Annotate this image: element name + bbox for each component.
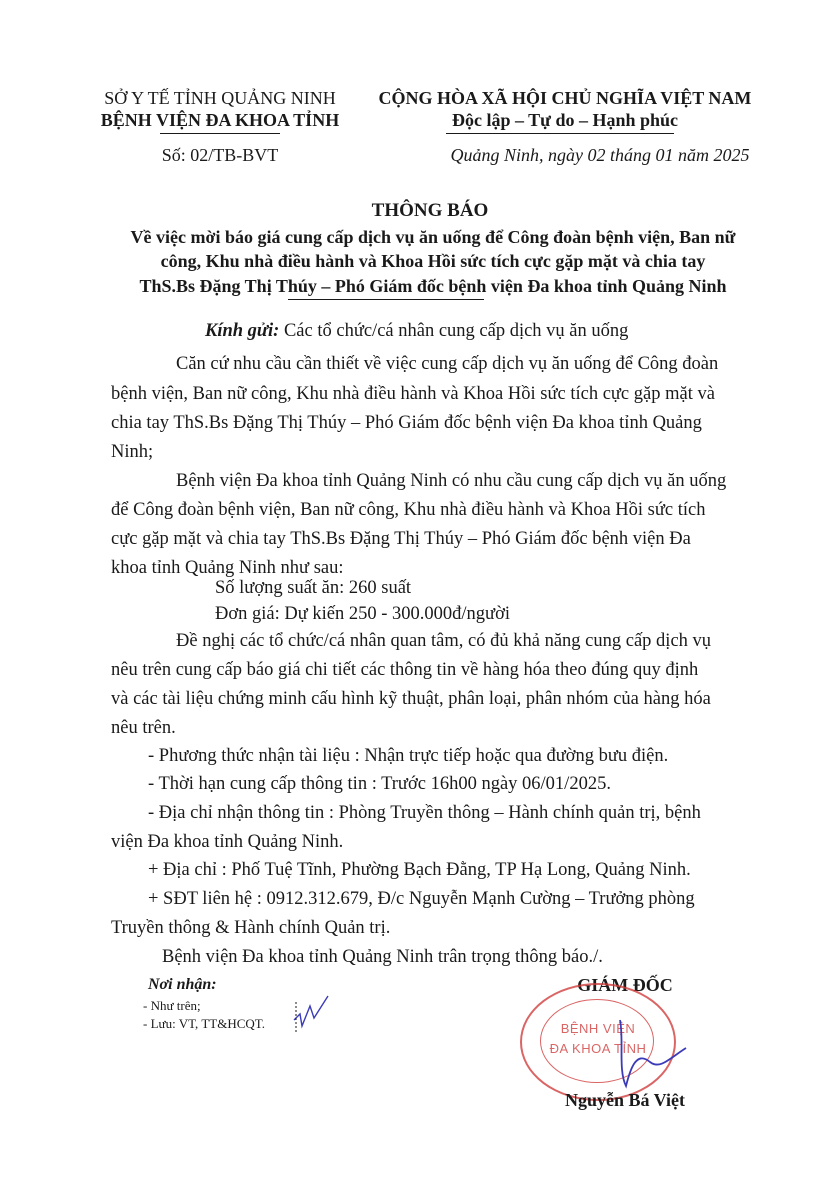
body-line: nêu trên cung cấp báo giá chi tiết các thông tin về hàng hóa theo đúng quy định (111, 660, 699, 680)
body-line: Bệnh viện Đa khoa tỉnh Quảng Ninh có nhu cầu cung cấp dịch vụ ăn uống (176, 471, 727, 491)
body-line: bệnh viện, Ban nữ công, Khu nhà điều hành và Khoa Hồi sức tích cực gặp mặt và (111, 384, 715, 404)
motto-underline (446, 133, 674, 134)
subject-line-1: Về việc mời báo giá cung cấp dịch vụ ăn uống để Công đoàn bệnh viện, Ban nữ (130, 227, 736, 247)
seal-text-line-1: BỆNH VIỆN (560, 1021, 636, 1036)
recipient-item: - Lưu: VT, TT&HCQT. (143, 1016, 265, 1031)
greeting-label: Kính gửi: (205, 321, 280, 341)
subject-line-3 (0, 276, 837, 297)
body-line: nêu trên. (111, 718, 176, 738)
handwritten-signature-icon (590, 1000, 710, 1100)
greeting (205, 321, 628, 342)
hospital-underline (160, 133, 280, 134)
street-address: + Địa chỉ : Phố Tuệ Tĩnh, Phường Bạch Đằng, TP Hạ Long, Quảng Ninh. (148, 860, 691, 880)
body-line: chia tay ThS.Bs Đặng Thị Thúy – Phó Giám đốc bệnh viện Đa khoa tỉnh Quảng (111, 413, 702, 433)
subject-line-3-part-b: Phó Giám đốc bệnh viện (334, 276, 523, 296)
contact-phone: + SĐT liên hệ : 0912.312.679, Đ/c Nguyễn Mạnh Cường – Trưởng phòng (148, 889, 695, 909)
body-line: viện Đa khoa tỉnh Quảng Ninh. (111, 832, 344, 852)
greeting-text: Các tổ chức/cá nhân cung cấp dịch vụ ăn uống (279, 321, 629, 341)
place-date: Quảng Ninh, ngày 02 tháng 01 năm 2025 (450, 145, 750, 165)
recipients-label: Nơi nhận: (148, 976, 217, 993)
subject-line-2: công, Khu nhà điều hành và Khoa Hồi sức tích cực gặp mặt và chia tay (160, 251, 706, 271)
body-line: và các tài liệu chứng minh cấu hình kỹ thuật, phân loại, phân nhóm của hàng hóa (111, 689, 711, 709)
receiving-address: - Địa chỉ nhận thông tin : Phòng Truyền thông – Hành chính quản trị, bệnh (148, 803, 701, 823)
director-name: Nguyễn Bá Việt (564, 1090, 685, 1110)
delivery-method: - Phương thức nhận tài liệu : Nhận trực tiếp hoặc qua đường bưu điện. (148, 746, 669, 766)
director-title: GIÁM ĐỐC (577, 975, 673, 995)
body-line: Đề nghị các tổ chức/cá nhân quan tâm, có đủ khả năng cung cấp dịch vụ (176, 631, 712, 651)
initial-mark-icon (288, 990, 336, 1038)
body-line: Ninh; (111, 442, 154, 462)
seal-text-line-2: ĐA KHOA TỈNH (549, 1041, 647, 1056)
document-title: THÔNG BÁO (371, 200, 489, 221)
agency-name: SỞ Y TẾ TỈNH QUẢNG NINH (104, 88, 336, 108)
unit-price: Đơn giá: Dự kiến 250 - 300.000đ/người (215, 604, 510, 624)
motto: Độc lập – Tự do – Hạnh phúc (451, 110, 679, 130)
republic-title: CỘNG HÒA XÃ HỘI CHỦ NGHĨA VIỆT NAM (378, 88, 752, 108)
hospital-name: BỆNH VIỆN ĐA KHOA TỈNH (100, 110, 340, 130)
closing-line: Bệnh viện Đa khoa tỉnh Quảng Ninh trân trọng thông báo./. (162, 947, 603, 967)
body-line: Truyền thông & Hành chính Quản trị. (111, 918, 391, 938)
subject-line-3-part-a: ThS.Bs Đặng Thị Thúy – (139, 276, 335, 296)
meal-quantity: Số lượng suất ăn: 260 suất (215, 578, 412, 598)
deadline: - Thời hạn cung cấp thông tin : Trước 16h00 ngày 06/01/2025. (148, 774, 611, 794)
body-line: khoa tỉnh Quảng Ninh như sau: (111, 558, 344, 578)
body-line: Căn cứ nhu cầu cần thiết về việc cung cấp dịch vụ ăn uống để Công đoàn (176, 354, 719, 374)
document-number: Số: 02/TB-BVT (161, 145, 279, 165)
recipient-item: - Như trên; (143, 998, 201, 1013)
subject-line-3-part-c: Đa khoa tỉnh Quảng Ninh (522, 276, 727, 296)
body-line: để Công đoàn bệnh viện, Ban nữ công, Khu nhà điều hành và Khoa Hồi sức tích (111, 500, 706, 520)
subject-underline (288, 299, 484, 300)
body-line: cực gặp mặt và chia tay ThS.Bs Đặng Thị Thúy – Phó Giám đốc bệnh viện Đa (111, 529, 691, 549)
